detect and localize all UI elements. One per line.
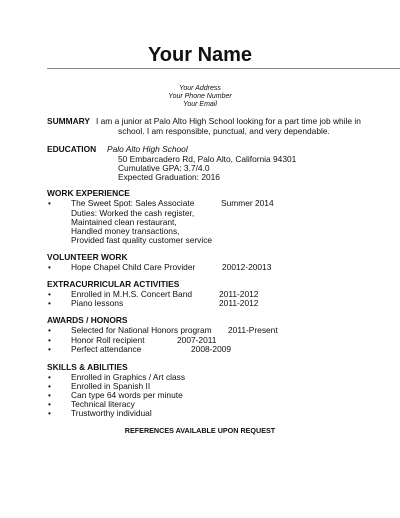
summary-heading: SUMMARY <box>47 116 90 126</box>
skills-bullet: • <box>48 408 51 418</box>
header-divider <box>47 68 400 69</box>
summary-line-1: I am a junior at Palo Alto High School looking for a part time job while in <box>96 116 361 126</box>
extracurricular-date: 2011-2012 <box>219 289 259 299</box>
work-duty-line: Handled money transactions, <box>71 226 180 236</box>
work-duty-line: Provided fast quality customer service <box>71 235 213 245</box>
volunteer-item: Hope Chapel Child Care Provider <box>71 262 196 272</box>
awards-bullet: • <box>48 325 51 335</box>
work-bullet: • <box>48 198 51 208</box>
award-item: Honor Roll recipient <box>71 335 145 345</box>
contact-phone: Your Phone Number <box>168 93 232 100</box>
skill-item: Trustworthy individual <box>71 408 152 418</box>
skills-heading: SKILLS & ABILITIES <box>47 362 128 372</box>
summary-line-2: school. I am responsible, punctual, and very dependable. <box>118 126 330 136</box>
volunteer-heading: VOLUNTEER WORK <box>47 252 128 262</box>
skills-bullet: • <box>48 399 51 409</box>
resume-name: Your Name <box>147 44 253 66</box>
contact-address: Your Address <box>179 85 221 92</box>
skill-item: Enrolled in Graphics / Art class <box>71 372 186 382</box>
award-date: 2008-2009 <box>191 344 232 354</box>
extracurricular-item: Piano lessons <box>71 298 124 308</box>
work-job-title: The Sweet Spot: Sales Associate <box>71 198 195 208</box>
volunteer-date: 20012-20013 <box>222 262 272 272</box>
work-duty-line: Duties: Worked the cash register, <box>71 208 195 218</box>
education-address: 50 Embarcadero Rd, Palo Alto, California 94301 <box>118 154 297 164</box>
extracurricular-date: 2011-2012 <box>219 298 259 308</box>
skills-bullet: • <box>48 372 51 382</box>
extracurricular-item: Enrolled in M.H.S. Concert Band <box>71 289 193 299</box>
award-date: 2007-2011 <box>177 335 217 345</box>
work-job-date: Summer 2014 <box>221 198 274 208</box>
awards-bullet: • <box>48 344 51 354</box>
skill-item: Technical literacy <box>71 399 135 409</box>
education-heading: EDUCATION <box>47 144 97 154</box>
award-item: Perfect attendance <box>71 344 142 354</box>
skills-bullet: • <box>48 381 51 391</box>
award-date: 2011-Present <box>228 325 278 335</box>
volunteer-bullet: • <box>48 262 51 272</box>
extracurricular-bullet: • <box>48 298 51 308</box>
awards-heading: AWARDS / HONORS <box>47 315 128 325</box>
references-note: REFERENCES AVAILABLE UPON REQUEST <box>124 426 276 435</box>
skill-item: Can type 64 words per minute <box>71 390 183 400</box>
extracurricular-heading: EXTRACURRICULAR ACTIVITIES <box>47 279 180 289</box>
skill-item: Enrolled in Spanish II <box>71 381 151 391</box>
education-school: Palo Alto High School <box>107 144 188 154</box>
education-graduation: Expected Graduation: 2016 <box>118 172 220 182</box>
contact-email: Your Email <box>183 101 217 108</box>
awards-bullet: • <box>48 335 51 345</box>
award-item: Selected for National Honors program <box>71 325 212 335</box>
work-heading: WORK EXPERIENCE <box>47 188 130 198</box>
extracurricular-bullet: • <box>48 289 51 299</box>
education-gpa: Cumulative GPA: 3.7/4.0 <box>118 163 210 173</box>
work-duty-line: Maintained clean restaurant, <box>71 217 177 227</box>
skills-bullet: • <box>48 390 51 400</box>
